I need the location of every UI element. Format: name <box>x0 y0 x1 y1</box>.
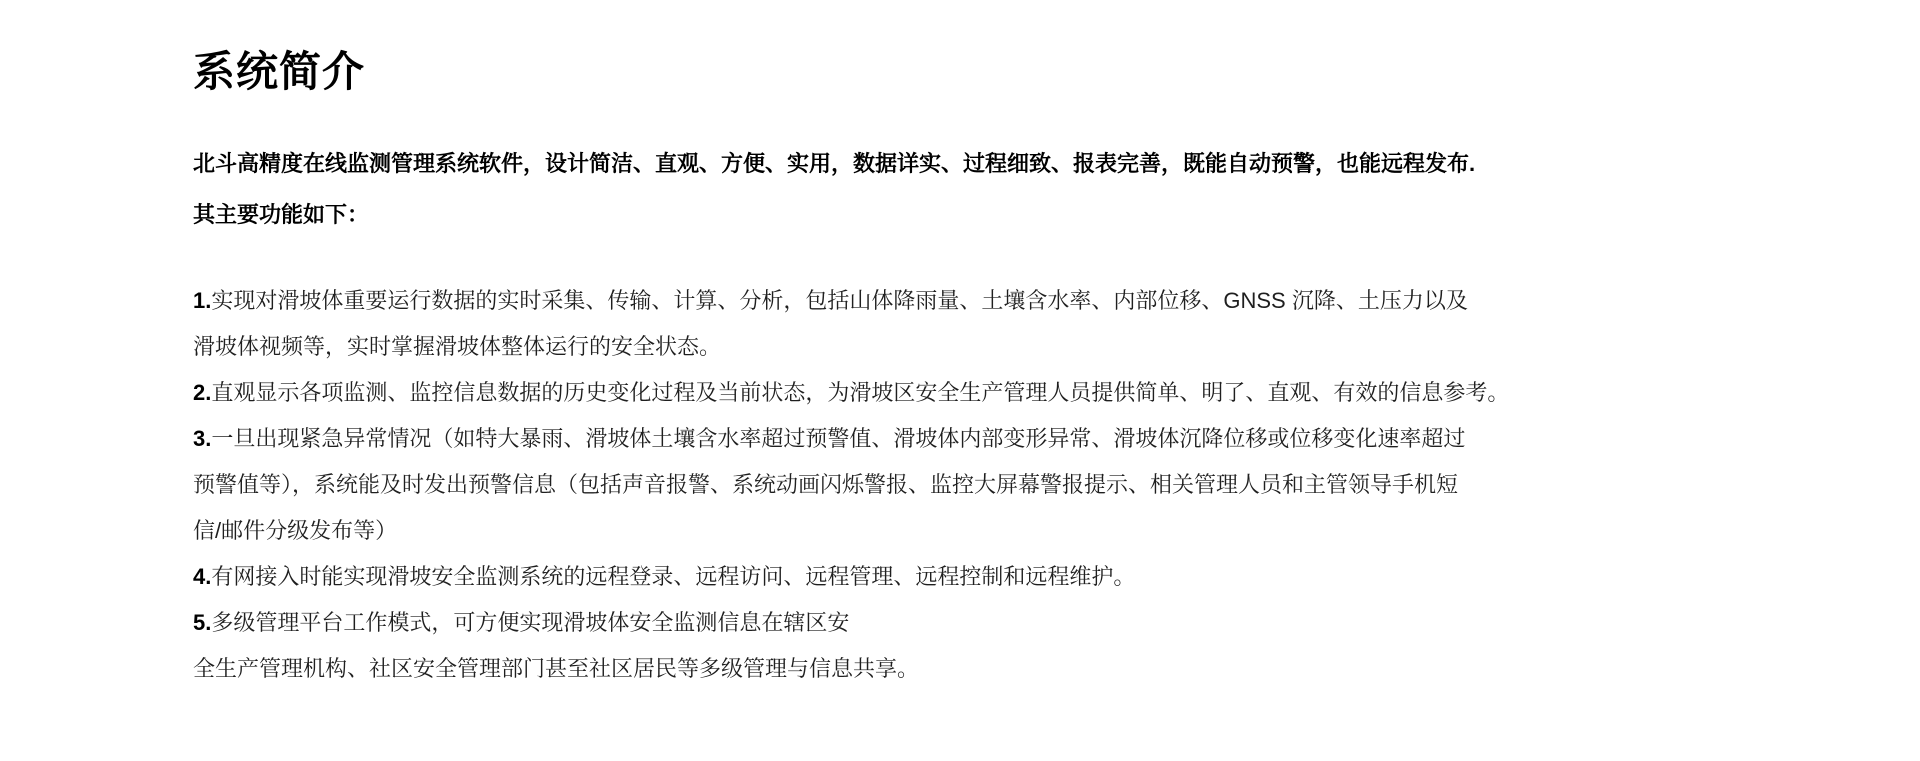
feature-item-3 <box>193 416 1540 554</box>
page-title: 系统简介 <box>193 48 366 95</box>
feature-number: 3. <box>193 426 212 451</box>
intro-line-1: 北斗高精度在线监测管理系统软件，设计简洁、直观、方便、实用，数据详实、过程细致、报表完善，既能自动预警，也能远程发布. <box>193 151 1476 176</box>
feature-item-5 <box>193 600 1540 692</box>
feature-text: 实现对滑坡体重要运行数据的实时采集、传输、计算、分析，包括山体降雨量、土壤含水率、内部位移、GNSS 沉降、土压力以及 <box>211 288 1468 313</box>
feature-line <box>193 370 1540 416</box>
feature-number: 1. <box>193 288 212 313</box>
feature-text: 有网接入时能实现滑坡安全监测系统的远程登录、远程访问、远程管理、远程控制和远程维护。 <box>211 564 1136 589</box>
feature-line <box>193 554 1540 600</box>
feature-item-4 <box>193 554 1540 600</box>
feature-text: 直观显示各项监测、监控信息数据的历史变化过程及当前状态，为滑坡区安全生产管理人员提供简单、明了、直观、有效的信息参考。 <box>211 380 1510 405</box>
feature-number: 5. <box>193 610 212 635</box>
feature-line <box>193 600 1540 646</box>
feature-line <box>193 278 1540 324</box>
feature-item-1 <box>193 278 1540 370</box>
feature-line: 信/邮件分级发布等） <box>193 518 398 543</box>
feature-line: 滑坡体视频等，实时掌握滑坡体整体运行的安全状态。 <box>193 334 722 359</box>
feature-text: 多级管理平台工作模式，可方便实现滑坡体安全监测信息在辖区安 <box>211 610 850 635</box>
feature-item-2 <box>193 370 1540 416</box>
feature-line: 全生产管理机构、社区安全管理部门甚至社区居民等多级管理与信息共享。 <box>193 656 920 681</box>
feature-number: 2. <box>193 380 212 405</box>
feature-line: 预警值等），系统能及时发出预警信息（包括声音报警、系统动画闪烁警报、监控大屏幕警报提示、相关管理人员和主管领导手机短 <box>193 472 1459 497</box>
intro-line-2: 其主要功能如下： <box>193 202 370 227</box>
feature-line <box>193 416 1540 462</box>
intro-paragraph <box>193 138 1540 240</box>
feature-number: 4. <box>193 564 212 589</box>
feature-text: 一旦出现紧急异常情况（如特大暴雨、滑坡体土壤含水率超过预警值、滑坡体内部变形异常、滑坡体沉降位移或位移变化速率超过 <box>211 426 1466 451</box>
feature-list <box>193 278 1540 692</box>
